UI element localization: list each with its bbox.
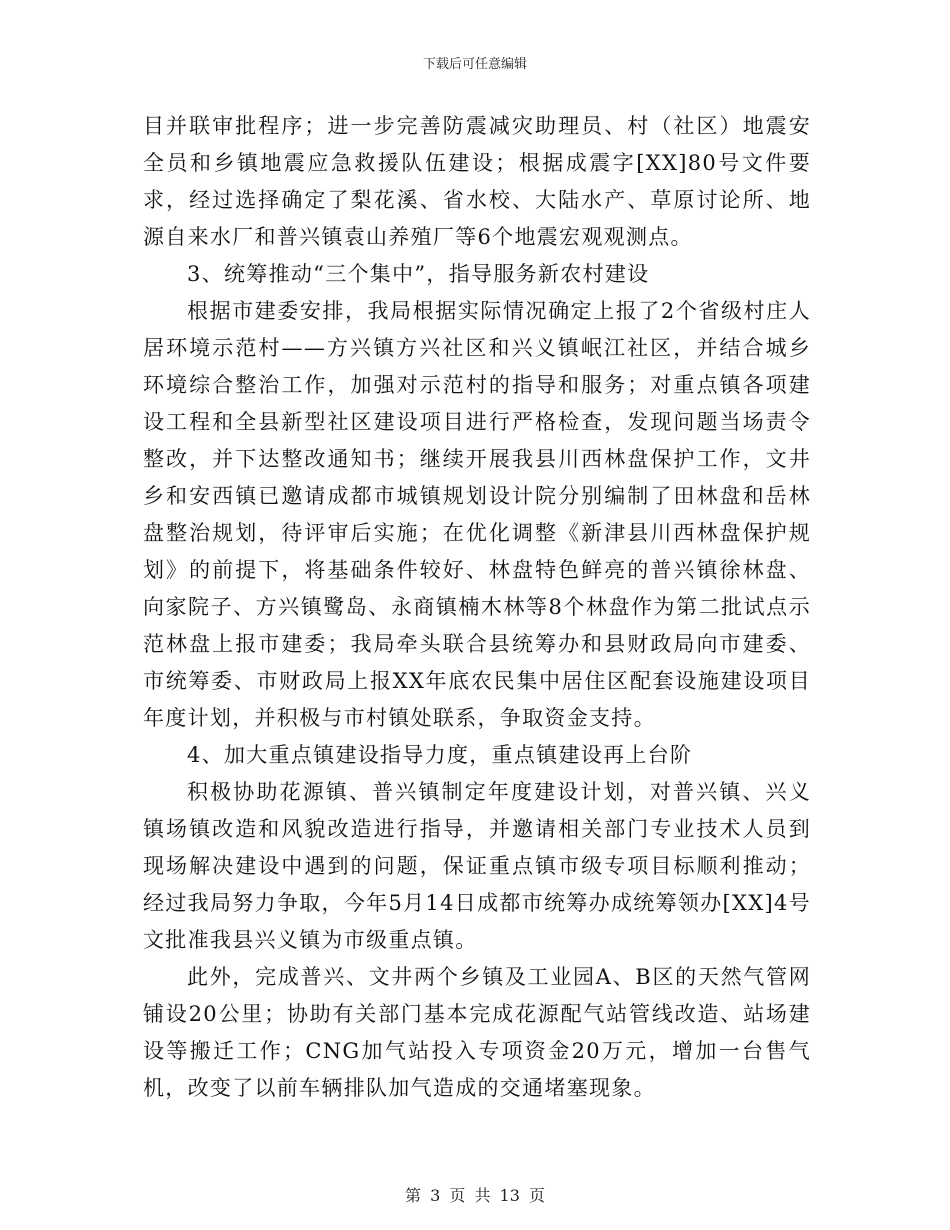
paragraph-2: 根据市建委安排，我局根据实际情况确定上报了2个省级村庄人居环境示范村——方兴镇方兴社区和兴义镇岷江社区，并结合城乡环境综合整治工作，加强对示范村的指导和服务；对重点镇各项建设工程和全县新型社区建设项目进行严格检查，发现问题当场责令整改，并下达整改通知书；继续开展我县川西林盘保护工作，文井乡和安西镇已邀请成都市城镇规划设计院分别编制了田林盘和岳林盘整治规划，待评审后实施；在优化调整《新津县川西林盘保护规划》的前提下，将基础条件较好、林盘特色鲜亮的普兴镇徐林盘、向家院子、方兴镇鹭岛、永商镇楠木林等8个林盘作为第二批试点示范林盘上报市建委；我局牵头联合县统筹办和县财政局向市建委、市统筹委、市财政局上报XX年底农民集中居住区配套设施建设项目年度计划，并积极与市村镇处联系，争取资金支持。 (143, 299, 811, 730)
page-header: 下载后可任意编辑 (422, 57, 527, 72)
page-footer: 第 3 页 共 13 页 (405, 1186, 545, 1205)
paragraph-1: 目并联审批程序；进一步完善防震减灾助理员、村（社区）地震安全员和乡镇地震应急救援队伍建设；根据成震字[XX]80号文件要求，经过选择确定了梨花溪、省水校、大陆水产、草原讨论所、地源自来水厂和普兴镇袁山养殖厂等6个地震宏观观测点。 (143, 114, 811, 249)
section-heading-4: 4、加大重点镇建设指导力度，重点镇建设再上台阶 (187, 743, 693, 767)
body-text (143, 108, 811, 1107)
paragraph-4: 此外，完成普兴、文井两个乡镇及工业园A、B区的天然气管网铺设20公里；协助有关部门基本完成花源配气站管线改造、站场建设等搬迁工作；CNG加气站投入专项资金20万元，增加一台售气机，改变了以前车辆排队加气造成的交通堵塞现象。 (143, 965, 811, 1100)
section-heading-3: 3、统筹推动“三个集中”，指导服务新农村建设 (187, 262, 650, 286)
paragraph-3: 积极协助花源镇、普兴镇制定年度建设计划，对普兴镇、兴义镇场镇改造和风貌改造进行指导，并邀请相关部门专业技术人员到现场解决建设中遇到的问题，保证重点镇市级专项目标顺利推动；经过我局努力争取，今年5月14日成都市统筹办成统筹领办[XX]4号文批准我县兴义镇为市级重点镇。 (143, 780, 811, 952)
